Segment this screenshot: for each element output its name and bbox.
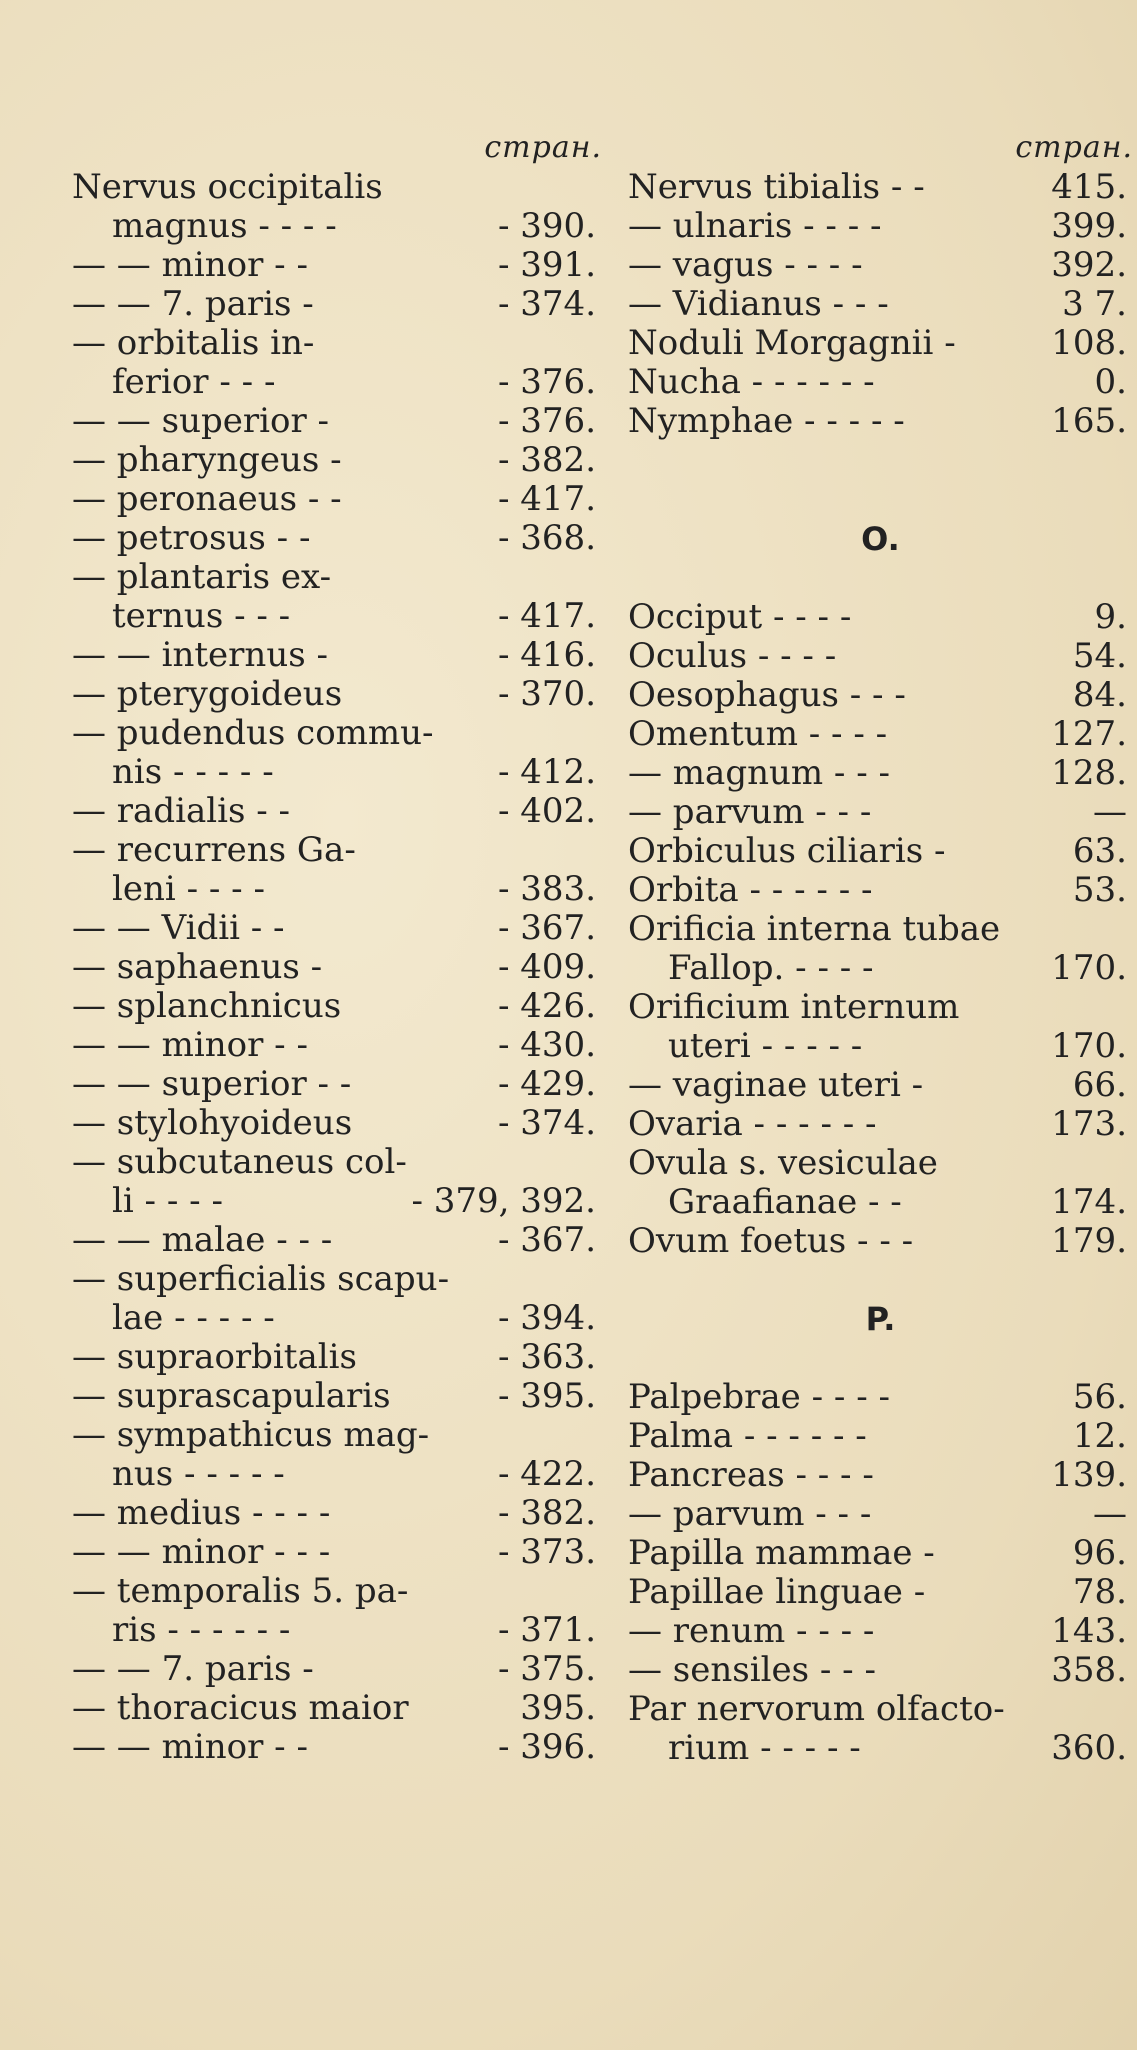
entry-term: — — superior - -	[72, 1064, 352, 1104]
index-entry	[628, 949, 1133, 988]
index-entry	[628, 402, 1133, 441]
entry-page-number: 128.	[1051, 753, 1127, 793]
entry-term: — pudendus commu-	[72, 713, 434, 753]
entry-term: — — malae - - -	[72, 1220, 333, 1260]
entry-term: — saphaenus -	[72, 947, 323, 987]
entry-page-number: - 374.	[498, 284, 596, 324]
index-entry	[628, 1417, 1133, 1456]
index-entry	[72, 636, 602, 675]
entry-term: Pancreas - - - -	[628, 1455, 874, 1495]
index-entry	[628, 1456, 1133, 1495]
entries-block-p	[628, 1378, 1133, 1768]
entry-term: — recurrens Ga-	[72, 830, 356, 870]
entry-term: Fallop. - - - -	[668, 948, 874, 988]
entry-term: Orbiculus ciliaris -	[628, 831, 946, 871]
entry-page-number: 415.	[1051, 167, 1127, 207]
index-entry	[628, 988, 1133, 1027]
entry-page-number: - 396.	[498, 1727, 596, 1767]
entry-term: — — minor - -	[72, 245, 308, 285]
entry-term: Orificium internum	[628, 987, 960, 1027]
index-entry	[628, 1144, 1133, 1183]
entry-term: Papillae linguae -	[628, 1572, 926, 1612]
index-entry	[628, 637, 1133, 676]
index-entry	[628, 1183, 1133, 1222]
index-entry	[628, 1495, 1133, 1534]
entry-term: Oculus - - - -	[628, 636, 837, 676]
entry-term: ferior - - -	[112, 362, 276, 402]
index-entry	[72, 324, 602, 363]
entry-term: Ovula s. vesiculae	[628, 1143, 938, 1183]
entry-term: — pterygoideus	[72, 674, 343, 714]
entry-term: Graafianae - -	[668, 1182, 902, 1222]
entry-term: — — 7. paris -	[72, 1649, 314, 1689]
entry-page-number: 56.	[1072, 1377, 1127, 1417]
index-entry	[72, 1377, 602, 1416]
entry-term: — — minor - -	[72, 1727, 308, 1767]
index-entry	[72, 870, 602, 909]
entry-page-number: - 374.	[498, 1103, 596, 1143]
entry-page-number: - 426.	[498, 986, 596, 1026]
entry-page-number: 139.	[1051, 1455, 1127, 1495]
index-entry	[72, 831, 602, 870]
entry-page-number: - 417.	[498, 596, 596, 636]
entry-term: — sensiles - - -	[628, 1650, 876, 1690]
entry-term: ternus - - -	[112, 596, 291, 636]
index-entry	[628, 871, 1133, 910]
entry-term: — petrosus - -	[72, 518, 311, 558]
entry-page-number: - 376.	[498, 362, 596, 402]
entry-term: — stylohyoideus	[72, 1103, 353, 1143]
entry-term: magnus - - - -	[112, 206, 337, 246]
index-entry	[628, 168, 1133, 207]
entry-term: — ulnaris - - - -	[628, 206, 882, 246]
index-entry	[72, 1689, 602, 1728]
entry-term: Noduli Morgagnii -	[628, 323, 956, 363]
page-column-header: стран.	[1015, 130, 1133, 165]
entry-page-number: - 409.	[498, 947, 596, 987]
index-entry	[72, 1026, 602, 1065]
index-entry	[72, 1455, 602, 1494]
entry-page-number: 173.	[1051, 1104, 1127, 1144]
entry-term: nis - - - - -	[112, 752, 274, 792]
index-entry	[72, 675, 602, 714]
index-entry	[72, 246, 602, 285]
left-entries	[72, 168, 602, 1767]
index-entry	[628, 910, 1133, 949]
entry-term: ris - - - - - -	[112, 1610, 291, 1650]
entries-block-o	[628, 598, 1133, 1261]
entry-term: — splanchnicus	[72, 986, 342, 1026]
index-entry	[628, 207, 1133, 246]
entry-page-number: 358.	[1051, 1650, 1127, 1690]
index-entry	[72, 168, 602, 207]
index-entry	[628, 1222, 1133, 1261]
index-entry	[628, 1534, 1133, 1573]
entry-term: — peronaeus - -	[72, 479, 342, 519]
index-entry	[72, 753, 602, 792]
entry-page-number: - 430.	[498, 1025, 596, 1065]
index-entry	[72, 441, 602, 480]
entry-page-number: 143.	[1051, 1611, 1127, 1651]
index-entry	[628, 1729, 1133, 1768]
index-entry	[72, 1728, 602, 1767]
entry-page-number: 170.	[1051, 1026, 1127, 1066]
index-entry	[628, 832, 1133, 871]
entry-page-number: - 382.	[498, 1493, 596, 1533]
entry-page-number: - 376.	[498, 401, 596, 441]
entry-page-number: - 390.	[498, 206, 596, 246]
index-entry	[72, 558, 602, 597]
entry-term: li - - - -	[112, 1181, 223, 1221]
index-entry	[628, 285, 1133, 324]
entry-page-number: - 395.	[498, 1376, 596, 1416]
index-entry	[72, 1143, 602, 1182]
index-entry	[628, 1378, 1133, 1417]
index-entry	[628, 1690, 1133, 1729]
entry-term: — supraorbitalis	[72, 1337, 357, 1377]
entry-term: — — Vidii - -	[72, 908, 285, 948]
entry-page-number: 360.	[1051, 1728, 1127, 1768]
index-entry	[628, 1066, 1133, 1105]
index-entry	[72, 1104, 602, 1143]
entry-page-number: - 412.	[498, 752, 596, 792]
entry-term: Papilla mammae -	[628, 1533, 935, 1573]
index-entry	[72, 1650, 602, 1689]
entry-term: — vagus - - - -	[628, 245, 863, 285]
entry-page-number: 66.	[1072, 1065, 1127, 1105]
entry-term: — suprascapularis	[72, 1376, 391, 1416]
entry-term: — parvum - - -	[628, 792, 872, 832]
entry-page-number: - 371.	[498, 1610, 596, 1650]
entry-term: Nervus occipitalis	[72, 167, 383, 207]
entry-page-number: - 429.	[498, 1064, 596, 1104]
entry-page-number: 395.	[520, 1688, 596, 1728]
index-entry	[628, 1612, 1133, 1651]
entry-page-number: - 379, 392.	[411, 1181, 596, 1221]
entry-page-number: 84.	[1072, 675, 1127, 715]
entry-term: Occiput - - - -	[628, 597, 852, 637]
entries-block-n	[628, 168, 1133, 441]
index-entry	[72, 714, 602, 753]
index-entry	[72, 1572, 602, 1611]
entry-page-number: 108.	[1051, 323, 1127, 363]
entry-page-number: 170.	[1051, 948, 1127, 988]
entry-page-number: 165.	[1051, 401, 1127, 441]
entry-term: — — 7. paris -	[72, 284, 314, 324]
entry-page-number: - 391.	[498, 245, 596, 285]
entry-page-number: - 382.	[498, 440, 596, 480]
entry-page-number: 9.	[1094, 597, 1127, 637]
entry-term: — pharyngeus -	[72, 440, 342, 480]
entry-page-number: 63.	[1072, 831, 1127, 871]
index-entry	[72, 1416, 602, 1455]
entry-term: Par nervorum olfacto-	[628, 1689, 1005, 1729]
entry-term: Nucha - - - - - -	[628, 362, 875, 402]
entry-term: lae - - - - -	[112, 1298, 275, 1338]
entry-term: Palma - - - - - -	[628, 1416, 867, 1456]
index-entry	[628, 793, 1133, 832]
entry-page-number: - 367.	[498, 908, 596, 948]
entry-term: Oesophagus - - -	[628, 675, 906, 715]
spacer	[628, 441, 1133, 481]
entry-term: Ovum foetus - - -	[628, 1221, 914, 1261]
entry-page-number: 392.	[1051, 245, 1127, 285]
entry-term: — parvum - - -	[628, 1494, 872, 1534]
index-entry	[72, 1494, 602, 1533]
index-entry	[72, 402, 602, 441]
entry-term: Orbita - - - - - -	[628, 870, 873, 910]
index-entry	[628, 598, 1133, 637]
index-entry	[72, 1260, 602, 1299]
section-letter-p: P.	[865, 1300, 896, 1338]
index-entry	[628, 1573, 1133, 1612]
entry-term: — — minor - -	[72, 1025, 308, 1065]
entry-page-number: - 363.	[498, 1337, 596, 1377]
index-entry	[628, 1651, 1133, 1690]
entry-page-number: - 370.	[498, 674, 596, 714]
entry-page-number: 54.	[1072, 636, 1127, 676]
entry-term: Omentum - - - -	[628, 714, 888, 754]
index-entry	[72, 597, 602, 636]
entry-page-number: - 383.	[498, 869, 596, 909]
index-entry	[72, 480, 602, 519]
entry-term: uteri - - - - -	[668, 1026, 863, 1066]
index-entry	[72, 1338, 602, 1377]
entry-term: — — superior -	[72, 401, 329, 441]
entry-term: — — minor - - -	[72, 1532, 331, 1572]
entry-page-number: - 368.	[498, 518, 596, 558]
index-entry	[72, 1065, 602, 1104]
entry-page-number: - 367.	[498, 1220, 596, 1260]
index-entry	[628, 676, 1133, 715]
index-entry	[72, 987, 602, 1026]
entry-term: — — internus -	[72, 635, 328, 675]
index-entry	[72, 207, 602, 246]
entry-term: — Vidianus - - -	[628, 284, 889, 324]
entry-term: — temporalis 5. pa-	[72, 1571, 409, 1611]
entry-term: Ovaria - - - - - -	[628, 1104, 877, 1144]
index-entry	[628, 324, 1133, 363]
index-entry	[628, 715, 1133, 754]
entry-page-number: 0.	[1094, 362, 1127, 402]
entry-page-number: 53.	[1072, 870, 1127, 910]
entry-term: — renum - - - -	[628, 1611, 875, 1651]
entry-page-number: 179.	[1051, 1221, 1127, 1261]
entry-term: — sympathicus mag-	[72, 1415, 430, 1455]
entry-term: Palpebrae - - - -	[628, 1377, 890, 1417]
entry-term: Nymphae - - - - -	[628, 401, 905, 441]
entry-page-number: 12.	[1072, 1416, 1127, 1456]
index-entry	[628, 754, 1133, 793]
entry-term: — vaginae uteri -	[628, 1065, 924, 1105]
entry-page-number: - 373.	[498, 1532, 596, 1572]
entry-term: — subcutaneus col-	[72, 1142, 407, 1182]
entry-term: leni - - - -	[112, 869, 265, 909]
index-entry	[72, 1611, 602, 1650]
entry-term: nus - - - - -	[112, 1454, 285, 1494]
page-column-header: стран.	[484, 130, 602, 165]
entry-term: Orificia interna tubae	[628, 909, 1001, 949]
entry-page-number: 399.	[1051, 206, 1127, 246]
entry-term: — radialis - -	[72, 791, 291, 831]
entry-term: Nervus tibialis - -	[628, 167, 925, 207]
entry-page-number: 96.	[1072, 1533, 1127, 1573]
index-entry	[628, 246, 1133, 285]
entry-page-number: 174.	[1051, 1182, 1127, 1222]
left-column	[72, 128, 602, 1767]
section-letter-o: O.	[861, 520, 900, 558]
entry-term: — superficialis scapu-	[72, 1259, 450, 1299]
entry-term: rium - - - - -	[668, 1728, 861, 1768]
index-entry	[72, 909, 602, 948]
index-entry	[628, 1105, 1133, 1144]
entry-page-number: - 402.	[498, 791, 596, 831]
entry-page-number: 78.	[1072, 1572, 1127, 1612]
entry-term: — thoracicus maior	[72, 1688, 409, 1728]
index-entry	[72, 1221, 602, 1260]
entry-term: — medius - - - -	[72, 1493, 331, 1533]
index-entry	[72, 1182, 602, 1221]
index-entry	[72, 948, 602, 987]
entry-page-number: - 394.	[498, 1298, 596, 1338]
index-entry	[72, 1299, 602, 1338]
index-entry	[72, 1533, 602, 1572]
index-entry	[628, 363, 1133, 402]
entry-page-number: 127.	[1051, 714, 1127, 754]
entry-term: — plantaris ex-	[72, 557, 332, 597]
index-entry	[72, 519, 602, 558]
index-entry	[72, 792, 602, 831]
entry-page-number: —	[1093, 1494, 1127, 1534]
index-entry	[628, 1027, 1133, 1066]
entry-page-number: - 417.	[498, 479, 596, 519]
entry-term: — orbitalis in-	[72, 323, 315, 363]
entry-page-number: - 375.	[498, 1649, 596, 1689]
right-column	[628, 128, 1133, 1768]
index-entry	[72, 285, 602, 324]
index-entry	[72, 363, 602, 402]
entry-page-number: - 422.	[498, 1454, 596, 1494]
entry-page-number: —	[1093, 792, 1127, 832]
entry-page-number: - 416.	[498, 635, 596, 675]
entry-term: — magnum - - -	[628, 753, 891, 793]
entry-page-number: 3 7.	[1062, 284, 1127, 324]
